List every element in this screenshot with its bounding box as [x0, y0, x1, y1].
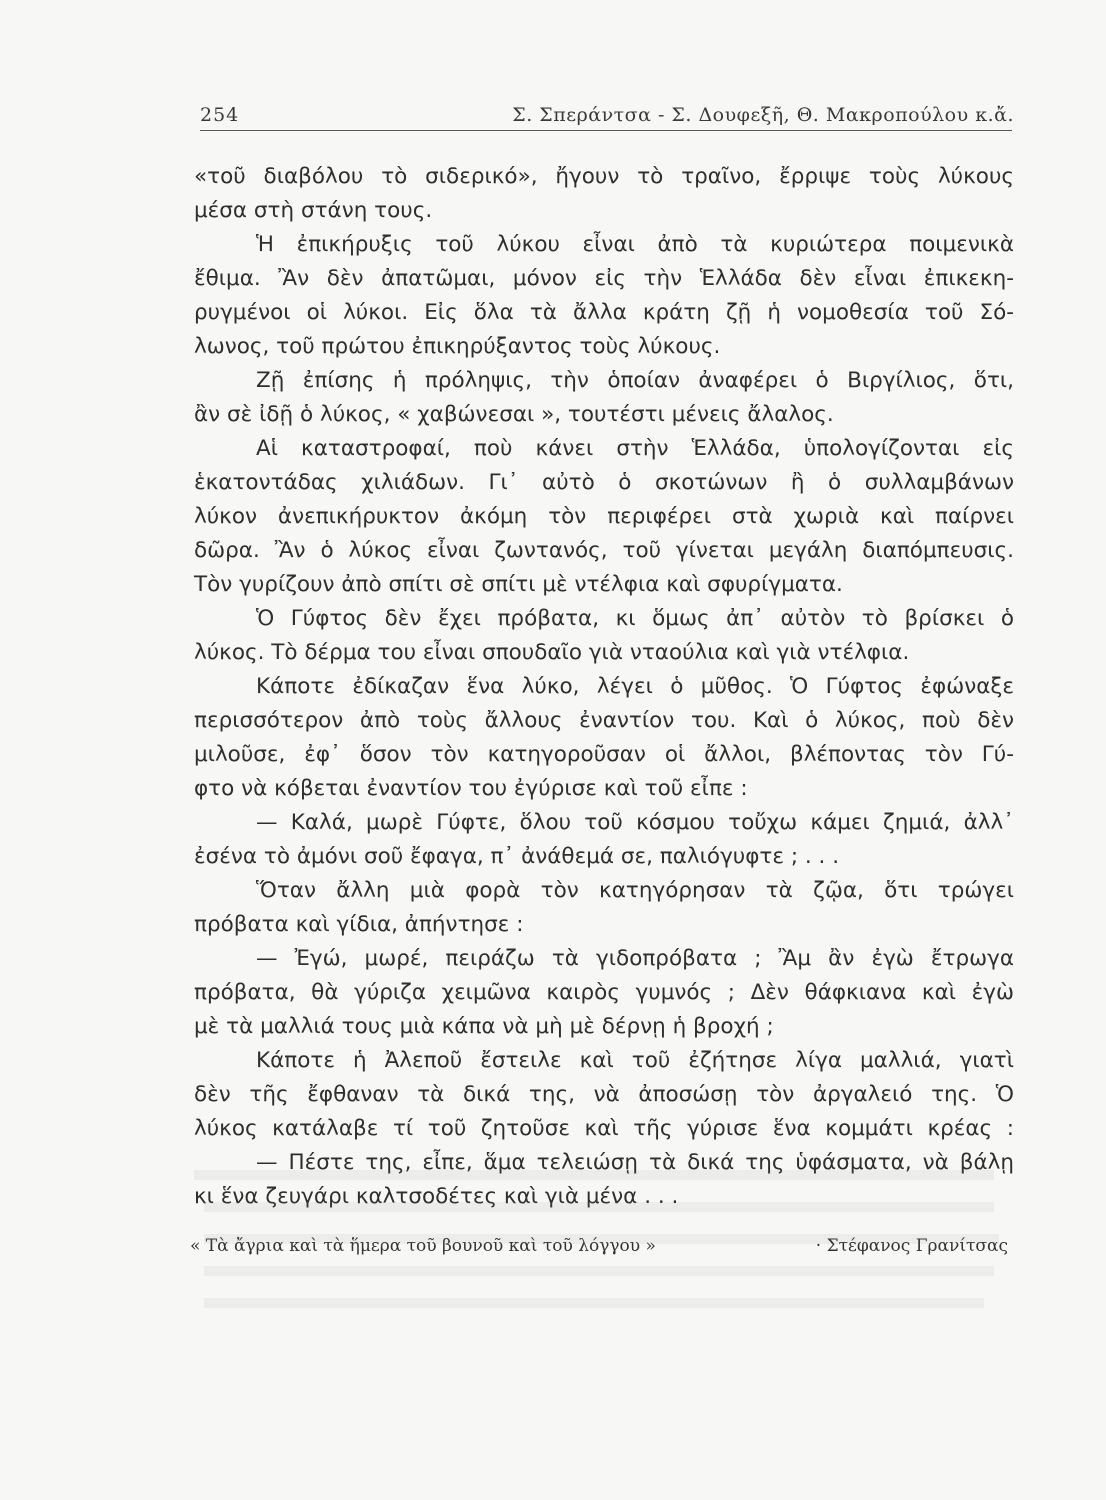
- text-line: Κάποτε ἡ Ἀλεποῦ ἔστειλε καὶ τοῦ ἐζήτησε λίγα μαλλιά, γιατὶ: [256, 1048, 1014, 1073]
- text-line: ἐσένα τὸ ἀμόνι σοῦ ἔφαγα, π᾽ ἀνάθεμά σε, παλιόγυφτε ; . . .: [194, 844, 840, 869]
- text-line: Ἡ ἐπικήρυξις τοῦ λύκου εἶναι ἀπὸ τὰ κυριώτερα ποιμενικὰ: [256, 232, 1014, 257]
- text-line: μιλοῦσε, ἐφ᾽ ὅσον τὸν κατηγοροῦσαν οἱ ἄλλοι, βλέποντας τὸν Γύ-: [194, 742, 1014, 767]
- running-head: [200, 98, 1020, 132]
- header-rule: [200, 130, 1012, 131]
- text-line: πρόβατα καὶ γίδια, ἀπήντησε :: [194, 912, 524, 937]
- text-line: Κάποτε ἐδίκαζαν ἕνα λύκο, λέγει ὁ μῦθος. Ὁ Γύφτος ἐφώναξε: [256, 674, 1014, 699]
- text-line: μέσα στὴ στάνη τους.: [194, 198, 433, 223]
- text-line: Ζῇ ἐπίσης ἡ πρόληψις, τὴν ὁποίαν ἀναφέρει ὁ Βιργίλιος, ὅτι,: [256, 368, 1014, 393]
- source-attribution: · Στέφανος Γρανίτσας: [815, 1236, 1008, 1256]
- source-title: « Τὰ ἄγρια καὶ τὰ ἥμερα τοῦ βουνοῦ καὶ τοῦ λόγγου »: [190, 1236, 656, 1256]
- text-line: λύκος. Τὸ δέρμα του εἶναι σπουδαῖο γιὰ νταούλια καὶ γιὰ ντέλφια.: [194, 640, 910, 665]
- text-line: Ὅταν ἄλλη μιὰ φορὰ τὸν κατηγόρησαν τὰ ζῷα, ὅτι τρώγει: [256, 878, 1014, 903]
- text-line: δῶρα. Ἂν ὁ λύκος εἶναι ζωντανός, τοῦ γίνεται μεγάλη διαπόμπευσις.: [194, 538, 1014, 563]
- source-footer: [190, 1236, 1012, 1266]
- text-line: ρυγμένοι οἱ λύκοι. Εἰς ὅλα τὰ ἄλλα κράτη ζῇ ἡ νομοθεσία τοῦ Σό-: [194, 300, 1014, 325]
- text-line: κι ἕνα ζευγάρι καλτσοδέτες καὶ γιὰ μένα . . .: [194, 1184, 679, 1209]
- bleed-line: [204, 1266, 994, 1276]
- text-line: πρόβατα, θὰ γύριζα χειμῶνα καιρὸς γυμνός ; Δὲν θάφκιανα καὶ ἐγὼ: [194, 980, 1014, 1005]
- header-title: Σ. Σπεράντσα - Σ. Δουφεξῆ, Θ. Μακροπούλου κ.ἄ.: [512, 104, 1014, 126]
- text-line: Ὁ Γύφτος δὲν ἔχει πρόβατα, κι ὅμως ἀπ᾽ αὐτὸν τὸ βρίσκει ὁ: [256, 606, 1014, 631]
- body-text: [194, 160, 1014, 1214]
- text-line: ἑκατοντάδας χιλιάδων. Γι᾽ αὐτὸ ὁ σκοτώνων ἢ ὁ συλλαμβάνων: [194, 470, 1014, 495]
- text-line: δὲν τῆς ἔφθαναν τὰ δικά της, νὰ ἀποσώσῃ τὸν ἀργαλειό της. Ὁ: [194, 1082, 1014, 1107]
- text-line: — Πέστε της, εἶπε, ἅμα τελειώσῃ τὰ δικά της ὑφάσματα, νὰ βάλῃ: [256, 1150, 1014, 1175]
- text-line: — Ἐγώ, μωρέ, πειράζω τὰ γιδοπρόβατα ; Ἂμ ἂν ἐγὼ ἔτρωγα: [256, 946, 1014, 971]
- text-line: — Καλά, μωρὲ Γύφτε, ὅλου τοῦ κόσμου τοὔχω κάμει ζημιά, ἀλλ᾽: [256, 810, 1014, 835]
- bleed-line: [204, 1298, 984, 1308]
- text-line: περισσότερον ἀπὸ τοὺς ἄλλους ἐναντίον του. Καὶ ὁ λύκος, ποὺ δὲν: [194, 708, 1014, 733]
- text-line: φτο νὰ κόβεται ἐναντίον του ἐγύρισε καὶ τοῦ εἶπε :: [194, 776, 748, 801]
- text-line: ἂν σὲ ἰδῇ ὁ λύκος, « χαβώνεσαι », τουτέστι μένεις ἄλαλος.: [194, 402, 834, 427]
- text-line: Αἱ καταστροφαί, ποὺ κάνει στὴν Ἑλλάδα, ὑπολογίζονται εἰς: [256, 436, 1014, 461]
- text-line: ἔθιμα. Ἂν δὲν ἀπατῶμαι, μόνον εἰς τὴν Ἑλλάδα δὲν εἶναι ἐπικεκη-: [194, 266, 1014, 291]
- text-line: λύκος κατάλαβε τί τοῦ ζητοῦσε καὶ τῆς γύρισε ἕνα κομμάτι κρέας :: [194, 1116, 1014, 1141]
- text-line: μὲ τὰ μαλλιά τους μιὰ κάπα νὰ μὴ μὲ δέρνῃ ἡ βροχή ;: [194, 1014, 774, 1039]
- text-line: «τοῦ διαβόλου τὸ σιδερικό», ἤγουν τὸ τραῖνο, ἔρριψε τοὺς λύκους: [194, 164, 1014, 189]
- text-line: λύκον ἀνεπικήρυκτον ἀκόμη τὸν περιφέρει στὰ χωριὰ καὶ παίρνει: [194, 504, 1014, 529]
- text-line: λωνος, τοῦ πρώτου ἐπικηρύξαντος τοὺς λύκους.: [194, 334, 721, 359]
- page-number: 254: [200, 104, 240, 126]
- text-line: Τὸν γυρίζουν ἀπὸ σπίτι σὲ σπίτι μὲ ντέλφια καὶ σφυρίγματα.: [194, 572, 843, 597]
